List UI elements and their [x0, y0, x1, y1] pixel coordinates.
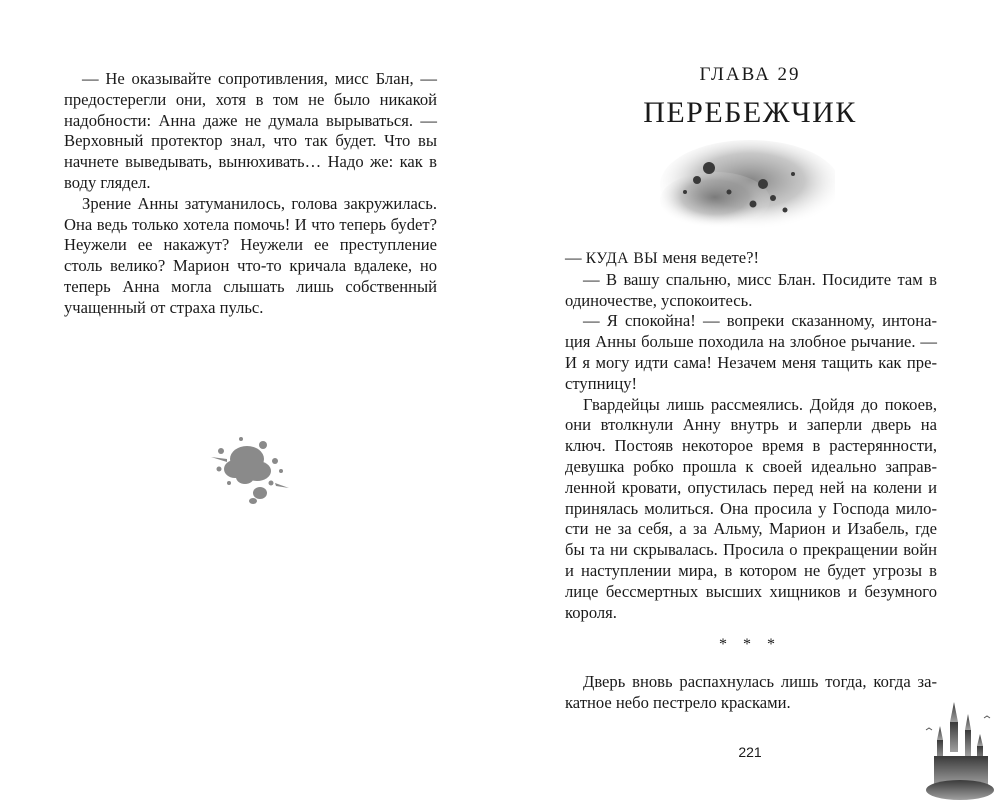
page-number: 221	[738, 744, 762, 760]
left-paragraph-1: — Не оказывайте сопротивления, мисс Блан, — предостерегли они, хотя в том не было никакой надобности: Анна даже не думала вырываться. — Верховный протектор знал, что так будет. Что вы начнете выведывать, вынюхивать… Надо же: как в воду глядел.	[64, 69, 437, 192]
castle-silhouette-icon	[920, 700, 1000, 800]
right-page	[500, 0, 1000, 800]
section-separator: * * *	[719, 636, 781, 653]
right-text-block	[565, 248, 937, 623]
first-dash: —	[565, 248, 586, 267]
ink-splash-icon	[205, 425, 300, 520]
first-caps: КУДА ВЫ	[585, 250, 659, 267]
chapter-label: ГЛАВА 29	[699, 64, 801, 85]
chapter-title: ПЕРЕБЕЖЧИК	[643, 96, 857, 129]
right-paragraph-4: Гвардейцы лишь рассмеялись. Дойдя до покоев, они втолкнули Анну внутрь и заперли дверь на ключ. Постояв некоторое время в растерянности, девушка робко прошла к своей идеально заправленной кровати, опустилась перед ней на колени и принялась молиться. Она просила у Господа милости не за себя, а за Альму, Марион и Изабель, где бы та ни скрывалась. Просила о прекращении войн и наступлении мира, в котором не будет угрозы в лице бессмертных высших хищников и безумного короля.	[565, 394, 937, 622]
right-paragraph-3: — Я спокойна! — вопреки сказанному, интонация Анны больше походила на злобное рычание. — И я могу идти сама! Незачем меня тащить как преступницу!	[565, 311, 937, 393]
closing-text-block	[565, 672, 937, 714]
left-text-block	[64, 69, 437, 319]
right-paragraph-1	[565, 248, 937, 270]
closing-paragraph: Дверь вновь распахнулась лишь тогда, когда закатное небо пестрело красками.	[565, 672, 937, 712]
ink-wash-icon	[645, 140, 835, 240]
first-rest: меня ведете?!	[658, 248, 760, 267]
right-paragraph-2: — В вашу спальню, мисс Блан. Посидите там в одиночестве, успокоитесь.	[565, 269, 937, 310]
left-paragraph-2: Зрение Анны затуманилось, голова закружилась. Она ведь только хотела помочь! И что теперь буdет? Неужели ее накажут? Неужели ее преступление столь велико? Марион что-то кричала вдалеке, но теперь Анна могла слышать лишь собственный учащенный от страха пульс.	[64, 193, 437, 317]
